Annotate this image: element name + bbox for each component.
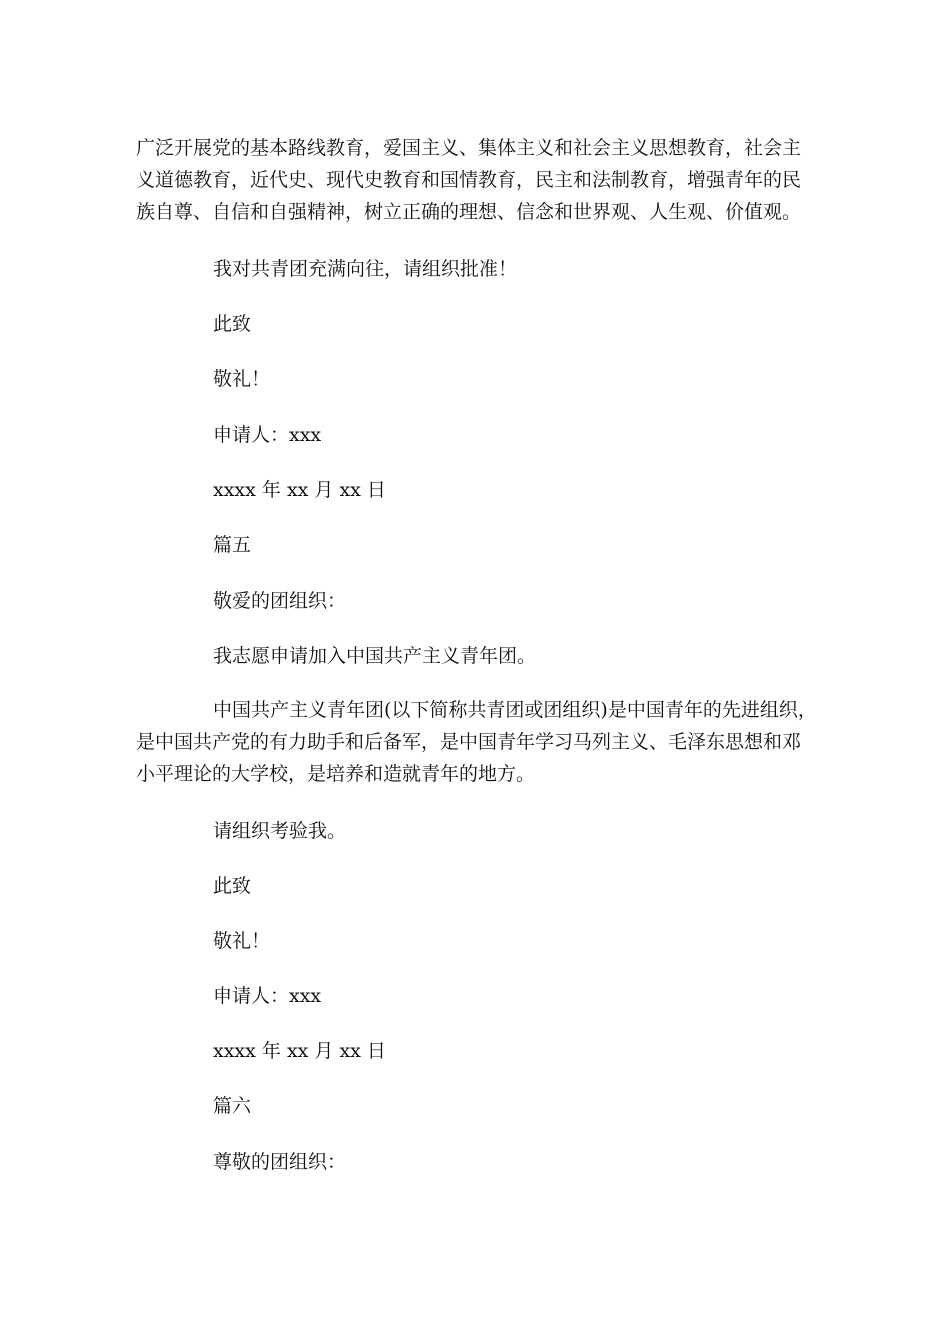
section-heading-six: 篇六 — [213, 1095, 252, 1117]
closing-respect: 敬礼！ — [213, 930, 271, 952]
applicant-signature: 申请人：xxx — [213, 424, 322, 446]
paragraph-request-approval: 我对共青团充满向往，请组织批准！ — [213, 258, 518, 280]
paragraph-application-statement: 我志愿申请加入中国共产主义青年团。 — [213, 645, 537, 667]
paragraph-request-examination: 请组织考验我。 — [213, 820, 347, 842]
closing-salutation: 此致 — [213, 875, 252, 897]
closing-respect: 敬礼！ — [213, 368, 271, 390]
paragraph-line: 中国共产主义青年团(以下简称共青团或团组织)是中国青年的先进组织， — [213, 699, 817, 721]
application-date: xxxx 年 xx 月 xx 日 — [213, 479, 386, 501]
paragraph-line: 义道德教育，近代史、现代史教育和国情教育，民主和法制教育，增强青年的民 — [136, 169, 802, 191]
paragraph-ideology-education — [136, 132, 826, 228]
application-date: xxxx 年 xx 月 xx 日 — [213, 1040, 386, 1062]
greeting: 尊敬的团组织： — [213, 1151, 347, 1173]
paragraph-line: 广泛开展党的基本路线教育，爱国主义、集体主义和社会主义思想教育，社会主 — [136, 137, 802, 159]
greeting: 敬爱的团组织： — [213, 590, 347, 612]
paragraph-line: 族自尊、自信和自强精神，树立正确的理想、信念和世界观、人生观、价值观。 — [136, 201, 802, 223]
paragraph-line: 是中国共产党的有力助手和后备军，是中国青年学习马列主义、毛泽东思想和邓 — [136, 731, 802, 753]
paragraph-line: 小平理论的大学校，是培养和造就青年的地方。 — [136, 763, 536, 785]
closing-salutation: 此致 — [213, 313, 252, 335]
paragraph-league-description — [136, 694, 826, 790]
section-heading-five: 篇五 — [213, 534, 252, 556]
applicant-signature: 申请人：xxx — [213, 985, 322, 1007]
